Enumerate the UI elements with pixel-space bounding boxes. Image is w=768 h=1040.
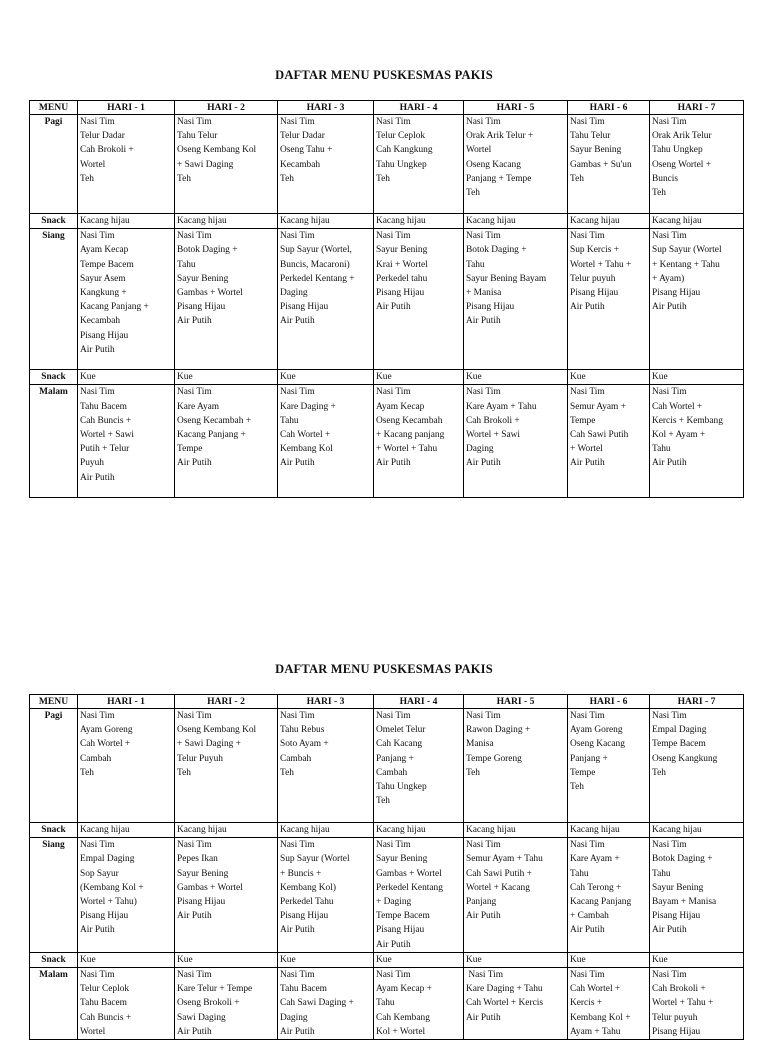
menu-cell: Nasi Tim Sayur Bening Gambas + Wortel Perkedel Kentang + Daging Tempe Bacem Pisang Hijau Air Putih bbox=[374, 838, 464, 953]
menu-cell: Nasi Tim Kare Telur + Tempe Oseng Brokoli + Sawi Daging Air Putih bbox=[175, 968, 278, 1040]
menu-cell: Kacang hijau bbox=[374, 823, 464, 838]
header-day-3: HARI - 3 bbox=[278, 695, 374, 709]
meal-row-snack bbox=[30, 370, 744, 385]
meal-row-snack bbox=[30, 214, 744, 229]
menu-cell: Kue bbox=[650, 370, 744, 385]
header-day-1: HARI - 1 bbox=[78, 695, 175, 709]
header-row bbox=[30, 695, 744, 709]
header-menu: MENU bbox=[30, 101, 78, 115]
menu-cell: Nasi Tim Ayam Kecap + Tahu Cah Kembang Kol + Wortel bbox=[374, 968, 464, 1040]
header-day-5: HARI - 5 bbox=[464, 101, 568, 115]
menu-cell: Nasi Tim Empal Daging Tempe Bacem Oseng Kangkung Teh bbox=[650, 709, 744, 823]
menu-cell: Nasi Tim Semur Ayam + Tahu Cah Sawi Putih + Wortel + Kacang Panjang Air Putih bbox=[464, 838, 568, 953]
menu-cell: Nasi Tim Ayam Kecap Tempe Bacem Sayur Asem Kangkung + Kacang Panjang + Kecambah Pisang Hijau Air Putih bbox=[78, 229, 175, 370]
meal-label: Siang bbox=[30, 229, 78, 370]
menu-cell: Nasi Tim Sayur Bening Krai + Wortel Perkedel tahu Pisang Hijau Air Putih bbox=[374, 229, 464, 370]
meal-row-malam bbox=[30, 385, 744, 498]
meal-row-pagi bbox=[30, 709, 744, 823]
menu-cell: Nasi Tim Kare Ayam Oseng Kecambah + Kacang Panjang + Tempe Air Putih bbox=[175, 385, 278, 498]
page-title: DAFTAR MENU PUSKESMAS PAKIS bbox=[275, 68, 493, 82]
menu-cell: Kacang hijau bbox=[78, 823, 175, 838]
menu-cell: Nasi Tim Kare Ayam + Tahu Cah Terong + Kacang Panjang + Cambah Air Putih bbox=[568, 838, 650, 953]
menu-cell: Nasi Tim Ayam Kecap Oseng Kecambah + Kacang panjang + Wortel + Tahu Air Putih bbox=[374, 385, 464, 498]
header-day-2: HARI - 2 bbox=[175, 101, 278, 115]
page-title: DAFTAR MENU PUSKESMAS PAKIS bbox=[275, 662, 493, 676]
menu-cell: Nasi Tim Omelet Telur Cah Kacang Panjang + Cambah Tahu Ungkep Teh bbox=[374, 709, 464, 823]
menu-cell: Kue bbox=[278, 952, 374, 967]
header-day-7: HARI - 7 bbox=[650, 695, 744, 709]
menu-cell: Nasi Tim Cah Wortel + Kercis + Kembang Kol + Ayam + Tahu Air Putih bbox=[650, 385, 744, 498]
menu-cell: Nasi Tim Botok Daging + Tahu Sayur Bening Gambas + Wortel Pisang Hijau Air Putih bbox=[175, 229, 278, 370]
meal-row-siang bbox=[30, 838, 744, 953]
meal-row-snack bbox=[30, 823, 744, 838]
menu-cell: Nasi Tim Botok Daging + Tahu Sayur Bening Bayam + Manisa Pisang Hijau Air Putih bbox=[464, 229, 568, 370]
header-day-7: HARI - 7 bbox=[650, 101, 744, 115]
meal-label: Snack bbox=[30, 214, 78, 229]
menu-cell: Nasi Tim Orak Arik Telur Tahu Ungkep Oseng Wortel + Buncis Teh bbox=[650, 115, 744, 214]
menu-cell: Kacang hijau bbox=[464, 214, 568, 229]
menu-cell: Nasi Tim Oseng Kembang Kol + Sawi Daging + Telur Puyuh Teh bbox=[175, 709, 278, 823]
menu-cell: Nasi Tim Kare Ayam + Tahu Cah Brokoli + Wortel + Sawi Daging Air Putih bbox=[464, 385, 568, 498]
menu-cell: Kue bbox=[78, 370, 175, 385]
header-day-2: HARI - 2 bbox=[175, 695, 278, 709]
menu-cell: Kacang hijau bbox=[175, 214, 278, 229]
meal-label: Snack bbox=[30, 952, 78, 967]
menu-cell: Nasi Tim Semur Ayam + Tempe Cah Sawi Putih + Wortel Air Putih bbox=[568, 385, 650, 498]
meal-label: Pagi bbox=[30, 709, 78, 823]
menu-cell: Nasi Tim Cah Wortel + Kercis + Kembang Kol + Ayam + Tahu bbox=[568, 968, 650, 1040]
menu-cell: Nasi Tim Cah Brokoli + Wortel + Tahu + Telur puyuh Pisang Hijau bbox=[650, 968, 744, 1040]
menu-cell: Kue bbox=[464, 370, 568, 385]
header-day-6: HARI - 6 bbox=[568, 695, 650, 709]
menu-cell: Nasi Tim Empal Daging Sop Sayur (Kembang Kol + Wortel + Tahu) Pisang Hijau Air Putih bbox=[78, 838, 175, 953]
menu-cell: Kacang hijau bbox=[78, 214, 175, 229]
menu-cell: Nasi Tim Botok Daging + Tahu Sayur Bening Bayam + Manisa Pisang Hijau Air Putih bbox=[650, 838, 744, 953]
menu-cell: Kacang hijau bbox=[464, 823, 568, 838]
header-row bbox=[30, 101, 744, 115]
menu-cell: Kue bbox=[374, 952, 464, 967]
meal-label: Snack bbox=[30, 370, 78, 385]
meal-label: Malam bbox=[30, 968, 78, 1040]
header-day-4: HARI - 4 bbox=[374, 101, 464, 115]
menu-cell: Nasi Tim Telur Ceplok Tahu Bacem Cah Buncis + Wortel bbox=[78, 968, 175, 1040]
menu-cell: Kacang hijau bbox=[374, 214, 464, 229]
meal-label: Snack bbox=[30, 823, 78, 838]
menu-cell: Kacang hijau bbox=[175, 823, 278, 838]
header-day-1: HARI - 1 bbox=[78, 101, 175, 115]
menu-cell: Nasi Tim Sup Sayur (Wortel + Buncis + Kembang Kol) Perkedel Tahu Pisang Hijau Air Putih bbox=[278, 838, 374, 953]
menu-cell: Kue bbox=[464, 952, 568, 967]
menu-cell: Nasi Tim Kare Daging + Tahu Cah Wortel + Kembang Kol Air Putih bbox=[278, 385, 374, 498]
menu-cell: Nasi Tim Kare Daging + Tahu Cah Wortel + Kercis Air Putih bbox=[464, 968, 568, 1040]
menu-cell: Nasi Tim Tahu Rebus Soto Ayam + Cambah Teh bbox=[278, 709, 374, 823]
menu-cell: Kacang hijau bbox=[650, 823, 744, 838]
menu-cell: Nasi Tim Ayam Goreng Cah Wortel + Cambah Teh bbox=[78, 709, 175, 823]
menu-cell: Nasi Tim Telur Ceplok Cah Kangkung Tahu Ungkep Teh bbox=[374, 115, 464, 214]
menu-cell: Kue bbox=[278, 370, 374, 385]
menu-cell: Nasi Tim Tahu Telur Sayur Bening Gambas + Su'un Teh bbox=[568, 115, 650, 214]
menu-cell: Nasi Tim Sup Kercis + Wortel + Tahu + Telur puyuh Pisang Hijau Air Putih bbox=[568, 229, 650, 370]
menu-table bbox=[29, 694, 744, 1040]
menu-cell: Kacang hijau bbox=[568, 214, 650, 229]
menu-cell: Kue bbox=[568, 370, 650, 385]
menu-cell: Kue bbox=[568, 952, 650, 967]
menu-cell: Nasi Tim Tahu Bacem Cah Sawi Daging + Daging Air Putih bbox=[278, 968, 374, 1040]
menu-cell: Nasi Tim Telur Dadar Oseng Tahu + Kecambah Teh bbox=[278, 115, 374, 214]
menu-cell: Nasi Tim Sup Sayur (Wortel + Kentang + Tahu + Ayam) Pisang Hijau Air Putih bbox=[650, 229, 744, 370]
header-day-4: HARI - 4 bbox=[374, 695, 464, 709]
meal-row-pagi bbox=[30, 115, 744, 214]
menu-cell: Kue bbox=[650, 952, 744, 967]
menu-cell: Kue bbox=[175, 370, 278, 385]
menu-table bbox=[29, 100, 744, 498]
menu-cell: Nasi Tim Rawon Daging + Manisa Tempe Goreng Teh bbox=[464, 709, 568, 823]
header-menu: MENU bbox=[30, 695, 78, 709]
meal-label: Pagi bbox=[30, 115, 78, 214]
meal-row-malam bbox=[30, 968, 744, 1040]
header-day-6: HARI - 6 bbox=[568, 101, 650, 115]
menu-cell: Nasi Tim Telur Dadar Cah Brokoli + Wortel Teh bbox=[78, 115, 175, 214]
menu-cell: Nasi Tim Tahu Telur Oseng Kembang Kol + Sawi Daging Teh bbox=[175, 115, 278, 214]
menu-cell: Nasi Tim Pepes Ikan Sayur Bening Gambas + Wortel Pisang Hijau Air Putih bbox=[175, 838, 278, 953]
menu-cell: Kue bbox=[78, 952, 175, 967]
menu-cell: Kacang hijau bbox=[278, 214, 374, 229]
menu-cell: Kue bbox=[374, 370, 464, 385]
menu-cell: Kacang hijau bbox=[568, 823, 650, 838]
meal-label: Malam bbox=[30, 385, 78, 498]
menu-cell: Kacang hijau bbox=[278, 823, 374, 838]
menu-cell: Kacang hijau bbox=[650, 214, 744, 229]
header-day-5: HARI - 5 bbox=[464, 695, 568, 709]
menu-cell: Kue bbox=[175, 952, 278, 967]
menu-cell: Nasi Tim Ayam Goreng Oseng Kacang Panjang + Tempe Teh bbox=[568, 709, 650, 823]
meal-row-siang bbox=[30, 229, 744, 370]
meal-label: Siang bbox=[30, 838, 78, 953]
meal-row-snack bbox=[30, 952, 744, 967]
header-day-3: HARI - 3 bbox=[278, 101, 374, 115]
menu-cell: Nasi Tim Orak Arik Telur + Wortel Oseng Kacang Panjang + Tempe Teh bbox=[464, 115, 568, 214]
menu-cell: Nasi Tim Tahu Bacem Cah Buncis + Wortel + Sawi Putih + Telur Puyuh Air Putih bbox=[78, 385, 175, 498]
menu-cell: Nasi Tim Sup Sayur (Wortel, Buncis, Macaroni) Perkedel Kentang + Daging Pisang Hijau Air Putih bbox=[278, 229, 374, 370]
